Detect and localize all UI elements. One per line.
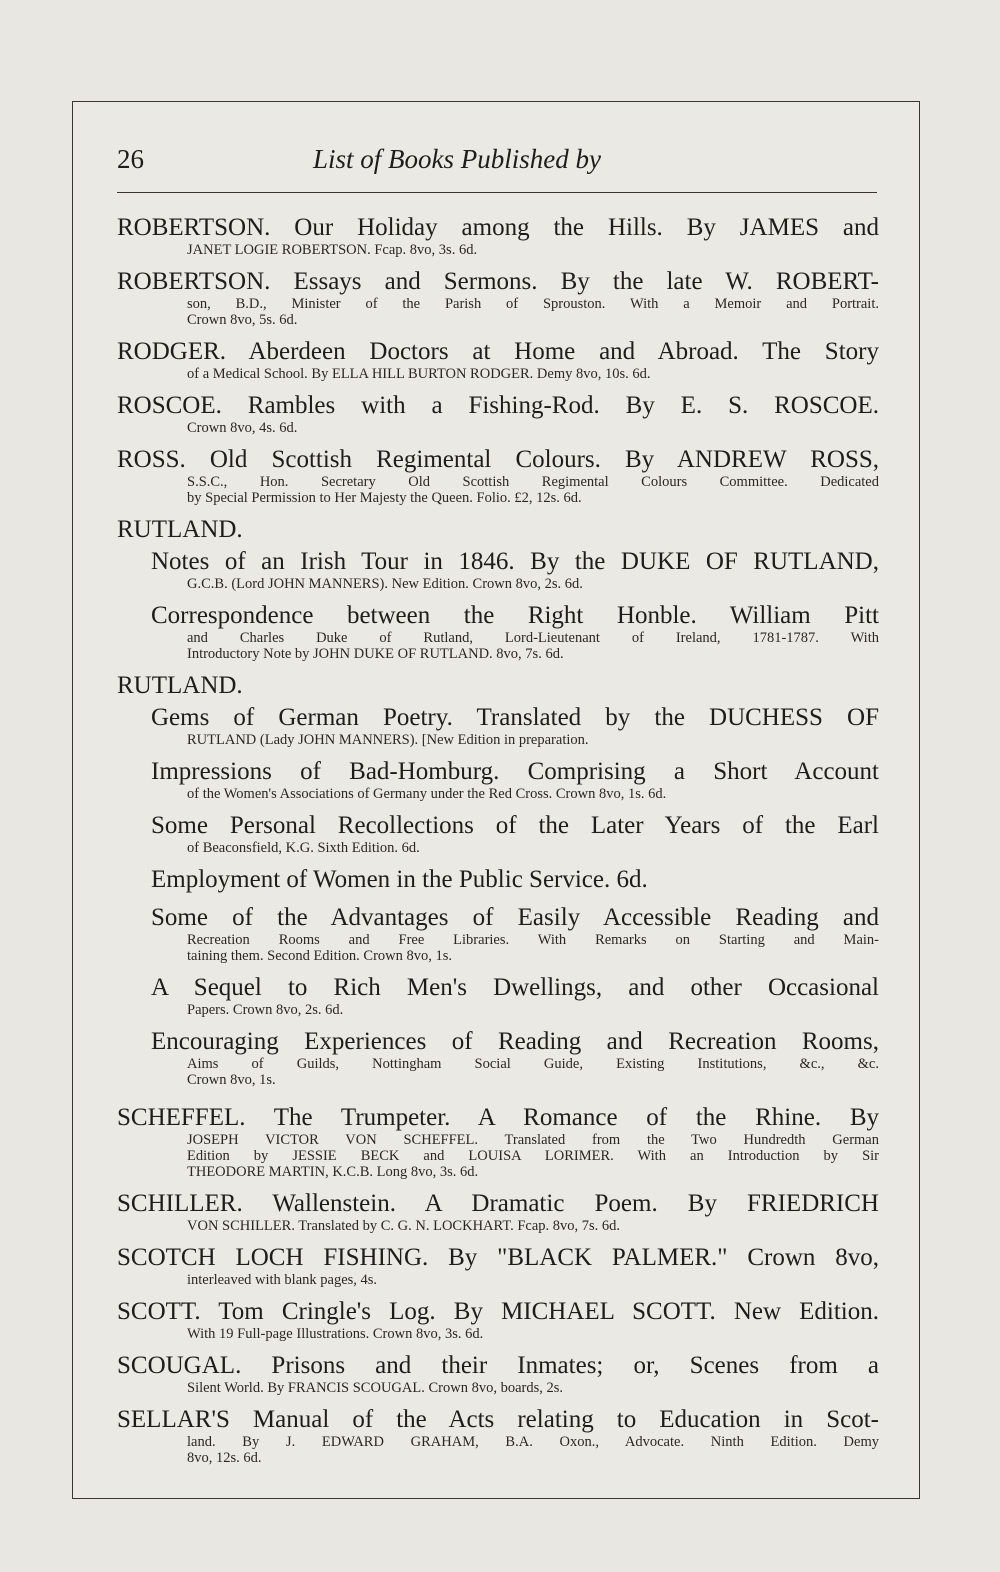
book-title-line: SELLAR'S Manual of the Acts relating to Education in Scot- [117, 1406, 879, 1433]
book-entry [151, 866, 879, 894]
book-title-line: Employment of Women in the Public Service. 6d. [151, 866, 648, 893]
book-title-line: Impressions of Bad-Homburg. Comprising a Short Account [151, 758, 879, 785]
book-details: of Beaconsfield, K.G. Sixth Edition. 6d. [187, 840, 420, 856]
book-title-line: Correspondence between the Right Honble. William Pitt [151, 602, 879, 629]
page-number: 26 [117, 144, 144, 174]
book-details: G.C.B. (Lord JOHN MANNERS). New Edition. Crown 8vo, 2s. 6d. [187, 576, 583, 592]
book-entry [151, 974, 879, 1018]
book-title-line: ROBERTSON. Our Holiday among the Hills. By JAMES and [117, 214, 879, 241]
book-entry [117, 268, 879, 328]
rutland-section-2 [117, 672, 879, 1088]
book-title-line: Some Personal Recollections of the Later Years of the Earl [151, 812, 879, 839]
book-details: Crown 8vo, 4s. 6d. [187, 420, 298, 436]
book-entry [117, 392, 879, 436]
rutland-section-1 [117, 516, 879, 662]
book-entry [117, 446, 879, 506]
book-details: S.S.C., Hon. Secretary Old Scottish Regimental Colours Committee. Dedicated [187, 474, 879, 490]
book-title-line: SCOUGAL. Prisons and their Inmates; or, Scenes from a [117, 1352, 879, 1379]
book-details: by Special Permission to Her Majesty the Queen. Folio. £2, 12s. 6d. [187, 490, 582, 506]
book-details: Recreation Rooms and Free Libraries. With Remarks on Starting and Main- [187, 932, 879, 948]
book-entry [151, 704, 879, 748]
book-title-line: A Sequel to Rich Men's Dwellings, and other Occasional [151, 974, 879, 1001]
book-entry [117, 1244, 879, 1288]
book-details: Crown 8vo, 5s. 6d. [187, 312, 298, 328]
book-entry [151, 548, 879, 592]
book-page [72, 101, 920, 1499]
book-details: JOSEPH VICTOR VON SCHEFFEL. Translated from the Two Hundredth German [187, 1132, 879, 1148]
book-title-line: RODGER. Aberdeen Doctors at Home and Abroad. The Story [117, 338, 879, 365]
book-details: taining them. Second Edition. Crown 8vo, 1s. [187, 948, 453, 964]
book-details: Aims of Guilds, Nottingham Social Guide, Existing Institutions, &c., &c. [187, 1056, 879, 1072]
book-entry [151, 812, 879, 856]
book-details: interleaved with blank pages, 4s. [187, 1272, 378, 1288]
book-title-line: Gems of German Poetry. Translated by the DUCHESS OF [151, 704, 879, 731]
book-title-line: Notes of an Irish Tour in 1846. By the DUKE OF RUTLAND, [151, 548, 879, 575]
book-entry [117, 214, 879, 258]
book-details: and Charles Duke of Rutland, Lord-Lieutenant of Ireland, 1781-1787. With [187, 630, 879, 646]
book-details: VON SCHILLER. Translated by C. G. N. LOCKHART. Fcap. 8vo, 7s. 6d. [187, 1218, 621, 1234]
book-title-line: ROBERTSON. Essays and Sermons. By the late W. ROBERT- [117, 268, 879, 295]
book-details: of a Medical School. By ELLA HILL BURTON RODGER. Demy 8vo, 10s. 6d. [187, 366, 651, 382]
page-header [117, 144, 877, 184]
book-title-line: Some of the Advantages of Easily Accessible Reading and [151, 904, 879, 931]
book-entry [151, 758, 879, 802]
book-entry [117, 1352, 879, 1396]
book-entry [151, 904, 879, 964]
book-title-line: Encouraging Experiences of Reading and Recreation Rooms, [151, 1028, 879, 1055]
section-heading: RUTLAND. [117, 672, 243, 699]
book-title-line: SCHEFFEL. The Trumpeter. A Romance of the Rhine. By [117, 1104, 879, 1131]
book-entry [117, 1298, 879, 1342]
book-list [117, 214, 879, 1476]
book-details: Crown 8vo, 1s. [187, 1072, 276, 1088]
book-details: With 19 Full-page Illustrations. Crown 8vo, 3s. 6d. [187, 1326, 484, 1342]
running-title: List of Books Published by [313, 144, 601, 174]
book-entry [151, 1028, 879, 1088]
book-details: son, B.D., Minister of the Parish of Sprouston. With a Memoir and Portrait. [187, 296, 879, 312]
book-details: Edition by JESSIE BECK and LOUISA LORIMER. With an Introduction by Sir [187, 1148, 879, 1164]
book-details: of the Women's Associations of Germany under the Red Cross. Crown 8vo, 1s. 6d. [187, 786, 667, 802]
book-details: Papers. Crown 8vo, 2s. 6d. [187, 1002, 344, 1018]
header-rule [117, 192, 877, 193]
book-details: Silent World. By FRANCIS SCOUGAL. Crown 8vo, boards, 2s. [187, 1380, 563, 1396]
book-details: 8vo, 12s. 6d. [187, 1450, 262, 1466]
book-entry [117, 1406, 879, 1466]
book-details: land. By J. EDWARD GRAHAM, B.A. Oxon., Advocate. Ninth Edition. Demy [187, 1434, 879, 1450]
book-entry [117, 338, 879, 382]
book-details: JANET LOGIE ROBERTSON. Fcap. 8vo, 3s. 6d. [187, 242, 478, 258]
book-title-line: SCOTT. Tom Cringle's Log. By MICHAEL SCOTT. New Edition. [117, 1298, 879, 1325]
book-entry [151, 602, 879, 662]
book-details: RUTLAND (Lady JOHN MANNERS). [New Edition in preparation. [187, 732, 589, 748]
section-heading: RUTLAND. [117, 516, 243, 543]
book-entry [117, 1190, 879, 1234]
book-title-line: SCOTCH LOCH FISHING. By "BLACK PALMER." Crown 8vo, [117, 1244, 879, 1271]
book-details: THEODORE MARTIN, K.C.B. Long 8vo, 3s. 6d. [187, 1164, 479, 1180]
book-details: Introductory Note by JOHN DUKE OF RUTLAND. 8vo, 7s. 6d. [187, 646, 564, 662]
book-title-line: ROSS. Old Scottish Regimental Colours. By ANDREW ROSS, [117, 446, 879, 473]
book-title-line: ROSCOE. Rambles with a Fishing-Rod. By E. S. ROSCOE. [117, 392, 879, 419]
book-title-line: SCHILLER. Wallenstein. A Dramatic Poem. By FRIEDRICH [117, 1190, 879, 1217]
book-entry [117, 1104, 879, 1180]
